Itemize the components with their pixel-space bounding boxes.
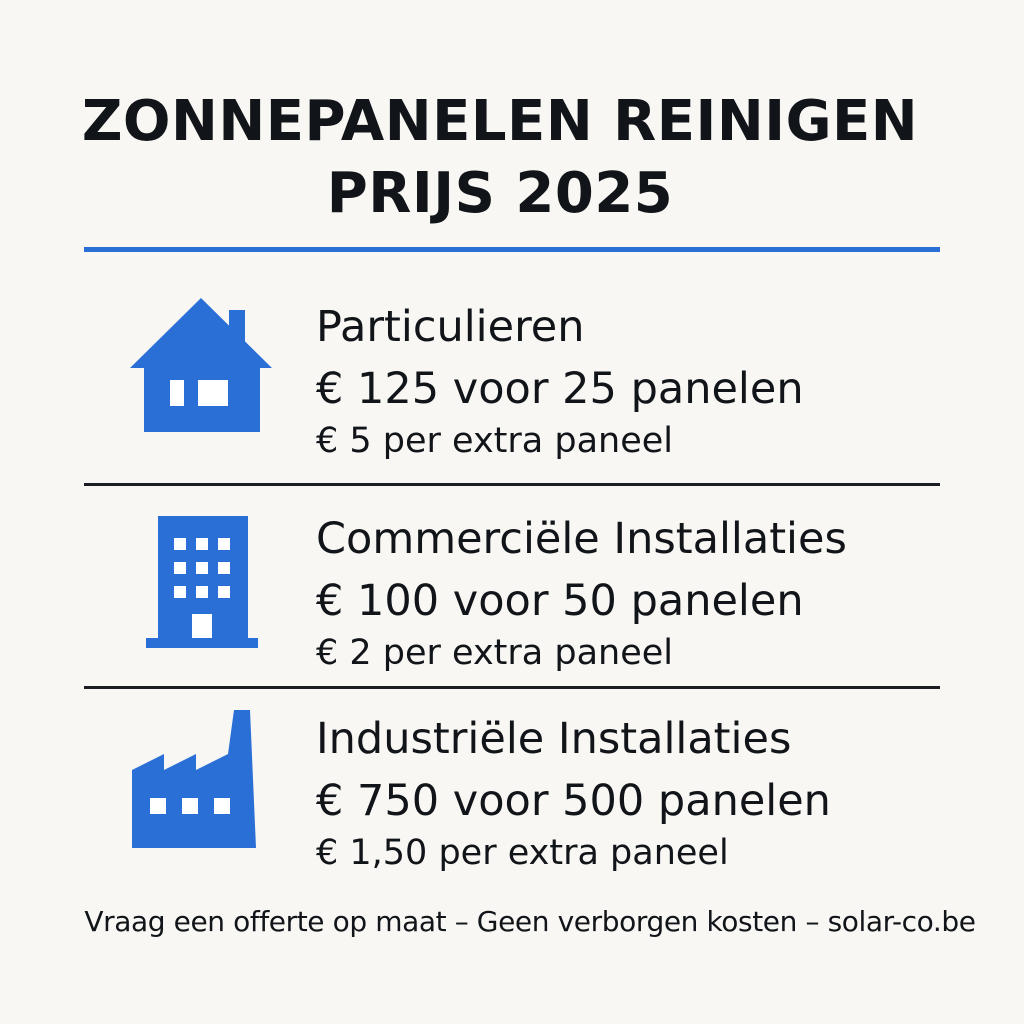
tier-extra-price: € 5 per extra paneel (316, 421, 674, 461)
tier-text (316, 290, 804, 462)
house-icon (128, 296, 274, 436)
factory-icon (128, 708, 262, 850)
title-line-1: ZONNEPANELEN REINIGEN (81, 89, 919, 154)
tier-extra-price: € 2 per extra paneel (316, 633, 674, 673)
tier-text (316, 500, 847, 674)
title-line-2: PRIJS 2025 (326, 161, 674, 226)
tier-price: € 100 voor 50 panelen (316, 576, 804, 626)
office-building-icon (144, 516, 260, 650)
section-divider (84, 686, 940, 689)
tier-category: Commerciële Installaties (316, 514, 847, 564)
section-divider (84, 483, 940, 486)
title-divider (84, 247, 940, 252)
tier-industrieel (0, 704, 1024, 904)
tier-category: Particulieren (316, 302, 585, 352)
tier-commercieel (0, 500, 1024, 700)
tier-particulieren (0, 290, 1024, 490)
tier-extra-price: € 1,50 per extra paneel (316, 833, 729, 873)
tier-price: € 750 voor 500 panelen (316, 776, 831, 826)
page-title (0, 86, 1000, 230)
tier-text (316, 704, 831, 874)
tier-price: € 125 voor 25 panelen (316, 364, 804, 414)
footer-text: Vraag een offerte op maat – Geen verborgen kosten – solar-co.be (84, 905, 976, 938)
tier-category: Industriële Installaties (316, 714, 792, 764)
